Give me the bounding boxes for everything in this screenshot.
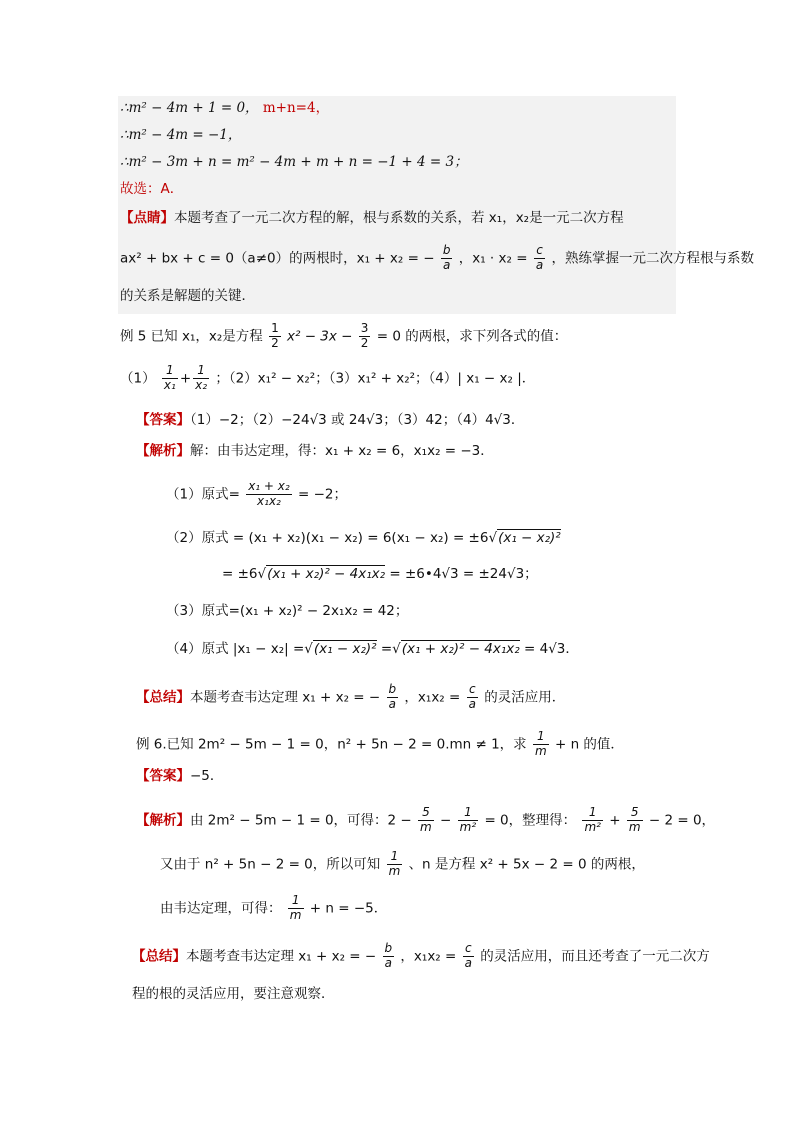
summary-text-c: 的灵活应用，而且还考查了一元二次方 [480, 948, 710, 965]
numerator: 1 [390, 849, 399, 863]
step-label: （1）原式= [166, 486, 240, 503]
fraction-1-over-m [288, 894, 304, 923]
example6-intro [136, 730, 624, 759]
fraction-1-over-m2 [458, 806, 479, 835]
denominator: a [464, 955, 472, 970]
numerator: 1 [271, 321, 279, 335]
summary-label: 【总结】 [132, 948, 186, 965]
question-1-label: （1） [120, 370, 156, 387]
solution-line-3: ∴m² − 3m + n = m² − 4m + m + n = −1 + 4 = 3； [120, 154, 468, 170]
intro-text-c: = 0 的两根，求下列各式的值： [376, 328, 568, 345]
summary-label: 【总结】 [136, 689, 190, 706]
denominator: m² [459, 819, 477, 834]
numerator: 1 [588, 805, 597, 819]
denominator: 2 [360, 335, 369, 350]
example6-analysis-line-1 [136, 806, 715, 835]
numerator: b [388, 682, 397, 696]
numerator: 1 [464, 805, 472, 819]
denominator: x₂ [195, 377, 208, 392]
tip-text-b: ，x₁ · x₂ = [458, 250, 528, 267]
analysis-text-b: + n = −5． [309, 900, 388, 917]
fraction-b-over-a [383, 942, 395, 971]
example5-step-3: （3）原式=(x₁ + x₂)² − 2x₁x₂ = 42； [166, 603, 409, 619]
answer-label: 【答案】 [136, 412, 190, 428]
denominator: x₁x₂ [246, 494, 292, 509]
numerator: 1 [197, 363, 205, 377]
numerator: 5 [630, 805, 639, 819]
fraction-b-over-a [441, 244, 453, 273]
denominator: m [628, 819, 641, 834]
answer-text: −5． [190, 768, 224, 784]
tip-text-c: ，熟练掌握一元二次方程根与系数 [551, 250, 754, 267]
example6-summary-line-2: 程的根的灵活应用，要注意观察． [132, 986, 335, 1002]
denominator: m² [584, 819, 601, 834]
denominator: a [535, 257, 544, 272]
sqrt-content-2: (x₁ + x₂)² − 4x₁x₂ [401, 641, 520, 657]
analysis-text-a: 由韦达定理，可得： [160, 900, 282, 917]
answer-label: 【答案】 [136, 768, 190, 784]
denominator: a [441, 258, 453, 273]
fraction-c-over-a [534, 244, 545, 273]
fraction-5-over-m [627, 806, 643, 835]
intro-text-b: x² − 3x − [287, 328, 353, 345]
numerator: c [536, 243, 543, 257]
tip-text: 本题考查了一元二次方程的解，根与系数的关系，若 x₁，x₂是一元二次方程 [174, 210, 624, 226]
summary-text-a: 本题考查韦达定理 x₁ + x₂ = − [190, 689, 381, 706]
choice-line: 故选：A． [120, 181, 184, 197]
analysis-text: 解：由韦达定理，得：x₁ + x₂ = 6，x₁x₂ = −3． [190, 443, 494, 459]
analysis-text-e: − 2 = 0， [648, 812, 716, 829]
denominator: m [289, 907, 302, 922]
summary-text-b: ，x₁x₂ = [404, 689, 461, 706]
example5-answer [136, 412, 524, 429]
step-text-b: = ±6•4√3 = ±24√3； [389, 566, 538, 582]
example5-questions: （1） $\frac{1}{\text{x₁}}$ + $\frac{1}{\text{x₂}}$ ；（2）x₁² − x₂²；（3）x₁² + x₂²；（4）| x₁ − x₂ |． [120, 363, 536, 392]
minus-sign: − [440, 812, 452, 829]
tip-label: 【点睛】 [120, 210, 174, 226]
fraction-c-over-a [463, 942, 474, 971]
solution-math: ∴m² − 4m + 1 = 0， [120, 100, 259, 116]
example5-step-2-line-2: = ±6√(x₁ + x₂)² − 4x₁x₂ = ±6•4√3 = ±24√3； [222, 566, 538, 582]
numerator: b [442, 243, 451, 257]
denominator: a [383, 956, 395, 971]
example6-summary-line-1 [132, 942, 710, 971]
fraction-1-over-m [533, 730, 549, 759]
fraction-1-over-m2 [582, 806, 603, 835]
tip-line-2 [120, 244, 754, 273]
tip-text-a: ax² + bx + c = 0（a≠0）的两根时，x₁ + x₂ = − [120, 250, 435, 267]
numerator: 3 [360, 321, 369, 335]
summary-text-b: ，x₁x₂ = [400, 948, 457, 965]
example5-step-4: （4）原式 |x₁ − x₂| =√(x₁ − x₂)² =√(x₁ + x₂)² − 4x₁x₂ = 4√3． [166, 641, 579, 657]
analysis-label: 【解析】 [136, 812, 190, 829]
numerator: x₁ + x₂ [248, 479, 290, 493]
fraction-b-over-a [387, 683, 399, 712]
intro-text-a: 例 5 已知 x₁，x₂是方程 [120, 328, 263, 345]
solution-line-2: ∴m² − 4m = −1， [120, 127, 242, 143]
analysis-text-c: = 0，整理得： [484, 812, 577, 829]
denominator: m [534, 743, 547, 758]
example5-summary [136, 683, 565, 712]
denominator: m [420, 819, 432, 834]
example6-analysis-line-3 [160, 894, 387, 923]
fraction-1-over-x1 [162, 364, 178, 393]
example6-answer [136, 768, 223, 785]
step-rest: = −2； [298, 486, 348, 503]
fraction-1-over-m [387, 850, 403, 879]
denominator: a [468, 696, 476, 711]
answer-text: （1）−2；（2）−24√3 或 24√3；（3）42；（4）4√3． [190, 412, 525, 428]
intro-text-a: 例 6.已知 2m² − 5m − 1 = 0，n² + 5n − 2 = 0.mn ≠ 1，求 [136, 736, 527, 753]
analysis-label: 【解析】 [136, 443, 190, 459]
example5-step-1 [166, 480, 347, 509]
numerator: c [465, 941, 472, 955]
step-text: （2）原式 = (x₁ + x₂)(x₁ − x₂) = 6(x₁ − x₂) = ±6 [166, 530, 489, 546]
intro-text-b: + n 的值． [554, 736, 624, 753]
equals: = [380, 641, 393, 657]
solution-highlight: m+n=4， [262, 100, 330, 116]
example5-analysis [136, 443, 494, 460]
numerator: 5 [422, 805, 430, 819]
denominator: m [388, 863, 401, 878]
tip-line-3: 的关系是解题的关键． [120, 288, 255, 304]
fraction-half [269, 322, 281, 351]
numerator: 1 [166, 363, 174, 377]
summary-text-c: 的灵活应用． [484, 689, 566, 706]
fraction-1-over-x2 [193, 364, 209, 393]
numerator: 1 [291, 893, 300, 907]
fraction-three-halves [359, 322, 371, 351]
example5-intro [120, 322, 567, 351]
questions-rest: ；（2）x₁² − x₂²；（3）x₁² + x₂²；（4）| x₁ − x₂ |． [215, 370, 536, 387]
denominator: 2 [271, 335, 279, 350]
example5-step-2-line-1: （2）原式 = (x₁ + x₂)(x₁ − x₂) = 6(x₁ − x₂) = ±6√(x₁ − x₂)² [166, 530, 561, 546]
plus-sign: + [609, 812, 621, 829]
fraction-sum-over-product [246, 480, 292, 509]
sqrt-content-1: (x₁ − x₂)² [313, 641, 377, 657]
numerator: c [469, 682, 476, 696]
summary-text-a: 本题考查韦达定理 x₁ + x₂ = − [186, 948, 377, 965]
numerator: b [384, 941, 393, 955]
example6-analysis-line-2 [160, 850, 645, 879]
step-text-b: = 4√3． [524, 641, 579, 657]
tip-line-1 [120, 210, 624, 227]
denominator: a [387, 697, 399, 712]
fraction-c-over-a [467, 683, 478, 712]
analysis-text-a: 又由于 n² + 5n − 2 = 0，所以可知 [160, 856, 381, 873]
step-text-a: = ±6 [222, 566, 258, 582]
sqrt-content: (x₁ + x₂)² − 4x₁x₂ [267, 566, 386, 582]
step-text-a: （4）原式 |x₁ − x₂| = [166, 641, 305, 657]
analysis-text-b: 、n 是方程 x² + 5x − 2 = 0 的两根， [408, 856, 645, 873]
numerator: 1 [537, 729, 545, 743]
fraction-5-over-m [418, 806, 434, 835]
sqrt-content: (x₁ − x₂)² [498, 530, 561, 546]
solution-line-1 [120, 100, 329, 117]
analysis-text-a: 由 2m² − 5m − 1 = 0，可得：2 − [190, 812, 412, 829]
denominator: x₁ [163, 377, 176, 392]
